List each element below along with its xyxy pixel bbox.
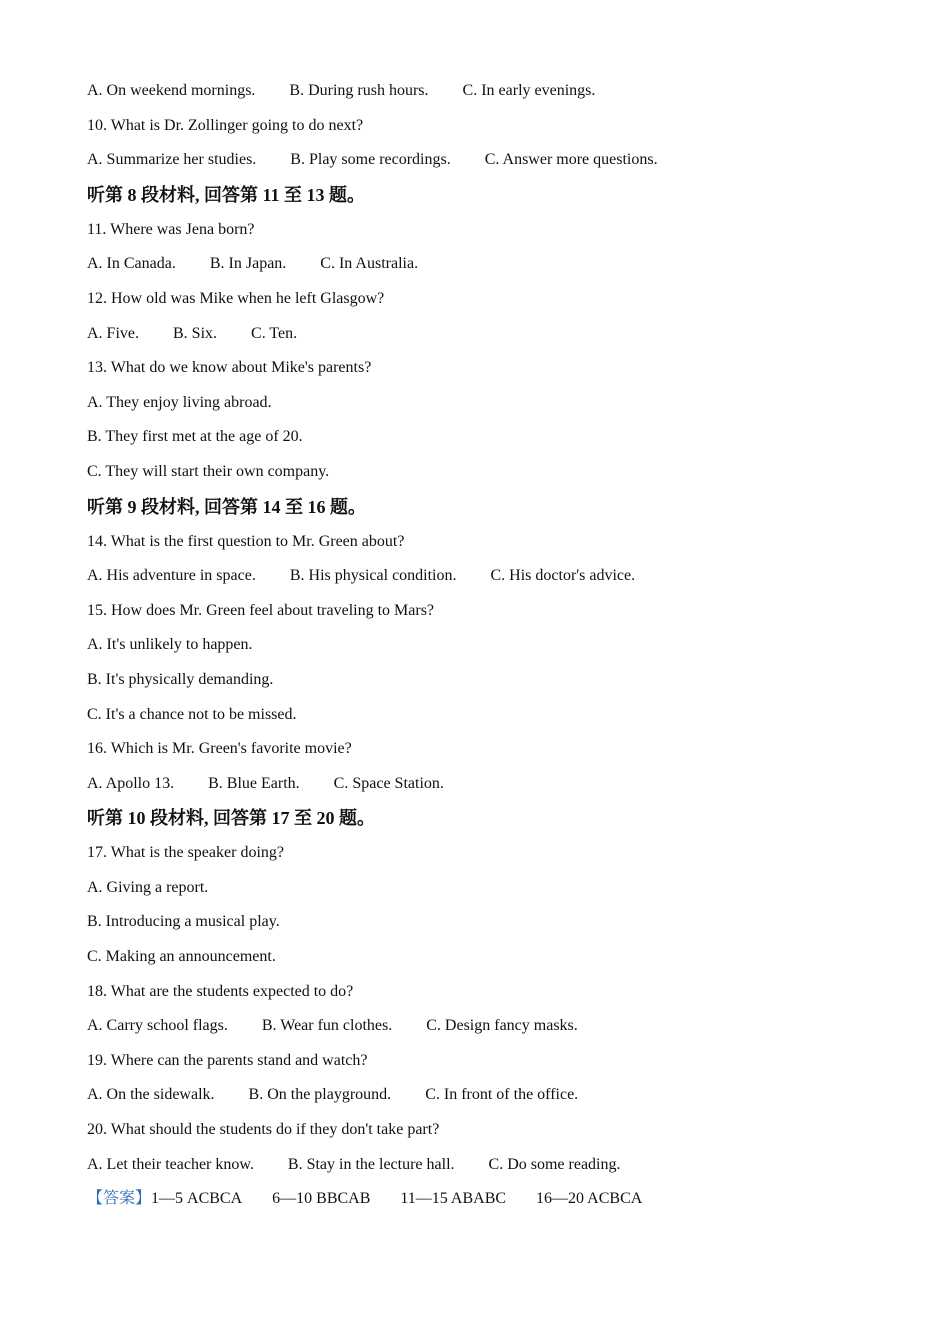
option-text: C. His doctor's advice.: [490, 567, 636, 585]
question-text: C. Making an announcement.: [87, 948, 276, 966]
option-text: B. Six.: [173, 324, 218, 342]
options-row: [87, 1013, 887, 1048]
question-text: 12. How old was Mike when he left Glasgow?: [87, 289, 385, 307]
options-row: [87, 771, 887, 806]
section-heading: 听第 9 段材料, 回答第 14 至 16 题。: [87, 496, 366, 517]
option-text: C. Design fancy masks.: [426, 1017, 578, 1035]
option-text: B. On the playground.: [248, 1086, 392, 1104]
question-text: 17. What is the speaker doing?: [87, 844, 284, 862]
section-heading: 听第 8 段材料, 回答第 11 至 13 题。: [87, 184, 366, 205]
answer-group: 6—10 BBCAB: [272, 1190, 371, 1208]
option-text: C. Space Station.: [333, 774, 444, 792]
question-text: A. Giving a report.: [87, 878, 209, 896]
option-text: B. His physical condition.: [289, 567, 457, 585]
question-text: A. They enjoy living abroad.: [87, 393, 272, 411]
section-heading: 听第 10 段材料, 回答第 17 至 20 题。: [87, 808, 375, 829]
options-row: [87, 563, 887, 598]
option-text: C. In Australia.: [320, 255, 419, 273]
options-row: [87, 251, 887, 286]
option-text: A. Carry school flags.: [87, 1017, 228, 1035]
option-text: A. In Canada.: [87, 255, 176, 273]
option-text: B. Wear fun clothes.: [261, 1017, 393, 1035]
question-text: 20. What should the students do if they don't take part?: [87, 1121, 440, 1139]
options-row: [87, 321, 887, 356]
answer-group: 11—15 ABABC: [400, 1190, 507, 1208]
question-text: B. Introducing a musical play.: [87, 913, 280, 931]
option-text: A. Five.: [87, 324, 139, 342]
answer-group: 16—20 ACBCA: [536, 1190, 643, 1208]
option-text: A. On the sidewalk.: [87, 1086, 215, 1104]
option-text: B. Play some recordings.: [290, 151, 451, 169]
option-text: B. Blue Earth.: [208, 774, 300, 792]
option-text: B. In Japan.: [209, 255, 287, 273]
option-text: C. In front of the office.: [425, 1086, 579, 1104]
option-text: A. Let their teacher know.: [87, 1155, 254, 1173]
option-text: B. During rush hours.: [289, 82, 429, 99]
question-text: 10. What is Dr. Zollinger going to do next?: [87, 116, 364, 134]
option-text: C. Do some reading.: [488, 1155, 621, 1173]
question-list: [87, 78, 887, 1186]
question-text: 14. What is the first question to Mr. Green about?: [87, 532, 405, 550]
option-text: A. Summarize her studies.: [87, 151, 257, 169]
options-row: [87, 147, 887, 182]
option-text: C. In early evenings.: [462, 82, 596, 99]
question-text: C. It's a chance not to be missed.: [87, 705, 297, 723]
option-text: A. On weekend mornings.: [87, 82, 256, 99]
question-text: B. It's physically demanding.: [87, 670, 274, 688]
answer-tag: 【答案】: [87, 1190, 152, 1208]
question-text: 15. How does Mr. Green feel about traveling to Mars?: [87, 601, 435, 619]
question-text: 18. What are the students expected to do?: [87, 982, 354, 1000]
option-text: C. Answer more questions.: [484, 151, 658, 169]
option-text: A. Apollo 13.: [87, 774, 175, 792]
question-text: 13. What do we know about Mike's parents?: [87, 359, 372, 377]
options-row: [87, 1152, 887, 1187]
question-text: 11. Where was Jena born?: [87, 220, 255, 238]
question-text: B. They first met at the age of 20.: [87, 428, 303, 446]
question-text: A. It's unlikely to happen.: [87, 636, 253, 654]
answer-line: [87, 1186, 887, 1221]
options-row: [87, 1082, 887, 1117]
option-text: A. His adventure in space.: [87, 567, 256, 585]
question-text: 16. Which is Mr. Green's favorite movie?: [87, 740, 352, 758]
answer-group: 1—5 ACBCA: [151, 1190, 243, 1208]
question-text: C. They will start their own company.: [87, 462, 330, 480]
option-text: B. Stay in the lecture hall.: [287, 1155, 455, 1173]
document-page: [87, 78, 887, 1221]
options-row: [87, 78, 887, 113]
option-text: C. Ten.: [251, 324, 298, 342]
question-text: 19. Where can the parents stand and watch?: [87, 1051, 368, 1069]
